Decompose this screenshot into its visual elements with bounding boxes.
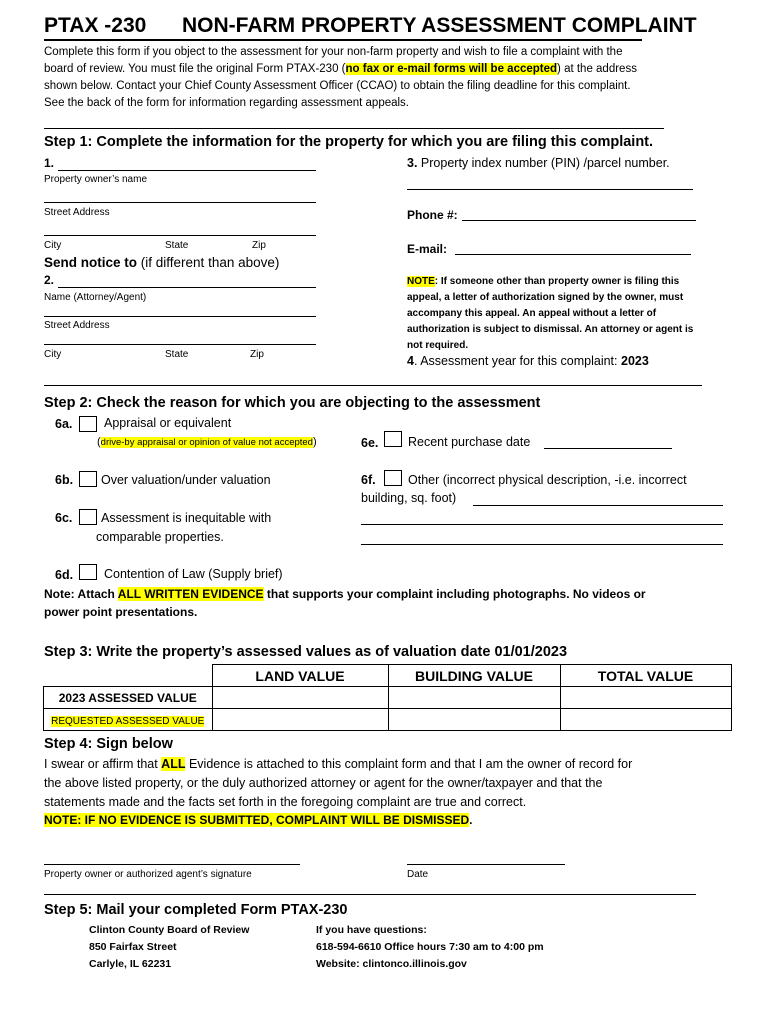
evidence-note: Note: Attach ALL WRITTEN EVIDENCE that supports your complaint including photographs. No videos or (44, 587, 646, 601)
option-6e-label: Recent purchase date (408, 435, 531, 449)
total-requested-cell[interactable] (560, 709, 731, 731)
building-requested-cell[interactable] (388, 709, 560, 731)
email-input[interactable] (455, 254, 691, 255)
form-id: PTAX -230 (44, 14, 147, 37)
option-6d-number: 6d. (55, 568, 74, 582)
option-6f-label: Other (incorrect physical description, -i.e. incorrect (408, 473, 687, 487)
step5-heading: Step 5: Mail your completed Form PTAX-230 (44, 902, 348, 918)
purchase-date-input[interactable] (544, 448, 672, 449)
option-6e-number: 6e. (361, 436, 379, 450)
page-title: NON-FARM PROPERTY ASSESSMENT COMPLAINT (182, 14, 697, 37)
affirm-line-3: statements made and the facts set forth in the foregoing complaint are true and correct. (44, 795, 527, 809)
owner-name-label: Property owner’s name (44, 174, 148, 185)
field-2-number: 2. (44, 273, 55, 287)
option-6b-checkbox[interactable] (79, 471, 97, 487)
agent-city-label: City (44, 349, 62, 360)
authorization-note: NOTE: If someone other than property owner is filing this appeal, a letter of authorization signed by the owner, must accompany this appeal. An appeal without a letter of authorization is subject to dismissal. An attorney or agent is not required. (407, 276, 694, 351)
street-address-input[interactable] (44, 202, 316, 203)
agent-name-input[interactable] (58, 287, 316, 288)
option-6b-number: 6b. (55, 473, 74, 487)
option-6c-number: 6c. (55, 511, 73, 525)
field-1-number: 1. (44, 156, 55, 170)
land-requested-cell[interactable] (212, 709, 388, 731)
street-address-label: Street Address (44, 207, 110, 218)
col-building-value: BUILDING VALUE (388, 665, 560, 687)
contact-info: If you have questions: 618-594-6610 Office hours 7:30 am to 4:00 pm Website: clintonco.illinois.gov (316, 924, 544, 970)
signature-label: Property owner or authorized agent’s signature (44, 869, 252, 880)
pin-input[interactable] (407, 189, 693, 190)
option-6d-label: Contention of Law (Supply brief) (104, 567, 283, 581)
option-6a-checkbox[interactable] (79, 416, 97, 432)
option-6f-number: 6f. (361, 473, 376, 487)
date-input[interactable] (407, 864, 565, 865)
divider (44, 385, 702, 386)
affirm-line-1: I swear or affirm that ALL Evidence is attached to this complaint form and that I am the owner of record for (44, 757, 633, 771)
intro-line-4: See the back of the form for information regarding assessment appeals. (44, 97, 410, 109)
divider (44, 894, 696, 895)
total-assessed-cell[interactable] (560, 687, 731, 709)
state-label: State (165, 240, 189, 251)
step1-heading: Step 1: Complete the information for the property for which you are filing this complaint. (44, 134, 654, 150)
divider (44, 128, 664, 129)
email-label: E-mail: (407, 242, 448, 256)
zip-label: Zip (252, 240, 266, 251)
option-6a-note: (drive-by appraisal or opinion of value not accepted) (97, 436, 317, 448)
intro-line-2: board of review. You must file the original Form PTAX-230 (no fax or e-mail forms will be accepted) at the address (44, 63, 637, 75)
agent-zip-label: Zip (250, 349, 264, 360)
other-reason-line-3[interactable] (361, 544, 723, 545)
evidence-note-2: power point presentations. (44, 605, 198, 619)
col-total-value: TOTAL VALUE (560, 665, 731, 687)
option-6a-label: Appraisal or equivalent (104, 416, 232, 430)
agent-state-label: State (165, 349, 189, 360)
option-6b-label: Over valuation/under valuation (101, 473, 271, 487)
building-assessed-cell[interactable] (388, 687, 560, 709)
affirm-line-2: the above listed property, or the duly authorized attorney or agent for the owner/taxpayer and that the (44, 776, 603, 790)
title-underline (44, 39, 642, 41)
land-assessed-cell[interactable] (212, 687, 388, 709)
phone-input[interactable] (462, 220, 696, 221)
intro-line-1: Complete this form if you object to the assessment for your non-farm property and wish to file a complaint with the (44, 46, 623, 58)
step4-heading: Step 4: Sign below (44, 736, 173, 752)
dismissal-note: NOTE: IF NO EVIDENCE IS SUBMITTED, COMPLAINT WILL BE DISMISSED. (44, 813, 473, 827)
owner-name-input[interactable] (58, 170, 316, 171)
agent-city-input[interactable] (44, 344, 316, 345)
option-6c-label-2: comparable properties. (96, 530, 224, 544)
option-6a-number: 6a. (55, 417, 73, 431)
agent-street-input[interactable] (44, 316, 316, 317)
assessed-values-table (43, 664, 732, 731)
agent-name-label: Name (Attorney/Agent) (44, 292, 147, 303)
step2-heading: Step 2: Check the reason for which you are objecting to the assessment (44, 395, 541, 411)
other-reason-input[interactable] (473, 505, 723, 506)
date-label: Date (407, 869, 429, 880)
intro-line-3: shown below. Contact your Chief County Assessment Officer (CCAO) to obtain the filing deadline for this complaint. (44, 80, 631, 92)
send-notice-label: Send notice to (if different than above) (44, 255, 280, 270)
col-land-value: LAND VALUE (212, 665, 388, 687)
option-6f-label-2: building, sq. foot) (361, 491, 457, 505)
option-6c-label: Assessment is inequitable with (101, 511, 272, 525)
table-corner (44, 665, 213, 687)
assessment-year: 4. Assessment year for this complaint: 2023 (407, 354, 649, 368)
option-6d-checkbox[interactable] (79, 564, 97, 580)
other-reason-line-2[interactable] (361, 524, 723, 525)
row-requested: REQUESTED ASSESSED VALUE (44, 709, 213, 731)
city-state-zip-input[interactable] (44, 235, 316, 236)
phone-label: Phone #: (407, 208, 458, 222)
signature-input[interactable] (44, 864, 300, 865)
agent-street-label: Street Address (44, 320, 110, 331)
city-label: City (44, 240, 62, 251)
option-6c-checkbox[interactable] (79, 509, 97, 525)
pin-label: 3. Property index number (PIN) /parcel number. (407, 156, 670, 170)
row-2023-assessed: 2023 ASSESSED VALUE (44, 687, 213, 709)
option-6e-checkbox[interactable] (384, 431, 402, 447)
step3-heading: Step 3: Write the property’s assessed values as of valuation date 01/01/2023 (44, 644, 568, 660)
option-6f-checkbox[interactable] (384, 470, 402, 486)
mailing-address: Clinton County Board of Review 850 Fairfax Street Carlyle, IL 62231 (89, 924, 250, 970)
